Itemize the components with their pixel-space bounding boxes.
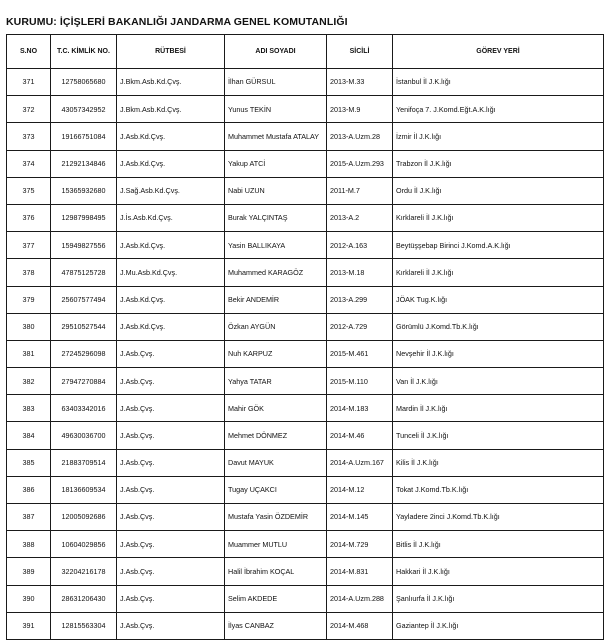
table-row	[7, 422, 604, 449]
cell-full-name: Özkan AYGÜN	[225, 313, 327, 340]
cell-tc-number: 27947270884	[51, 368, 117, 395]
cell-tc-number: 47875125728	[51, 259, 117, 286]
cell-rank: J.Asb.Çvş.	[117, 558, 225, 585]
cell-sicil: 2014-M.46	[327, 422, 393, 449]
table-header-row	[7, 35, 604, 69]
cell-full-name: Halil İbrahim KOÇAL	[225, 558, 327, 585]
cell-full-name: Mehmet DÖNMEZ	[225, 422, 327, 449]
cell-sicil: 2015-A.Uzm.293	[327, 150, 393, 177]
cell-rank: J.İs.Asb.Kd.Çvş.	[117, 204, 225, 231]
cell-duty-station: Görümlü J.Komd.Tb.K.lığı	[393, 313, 604, 340]
cell-sno: 383	[7, 395, 51, 422]
table-row	[7, 368, 604, 395]
cell-sicil: 2014-M.468	[327, 612, 393, 639]
page-title: KURUMU: İÇİŞLERİ BAKANLIĞI JANDARMA GENEL KOMUTANLIĞI	[6, 16, 348, 28]
cell-tc-number: 25607577494	[51, 286, 117, 313]
col-header-sno: S.NO	[7, 35, 51, 69]
cell-sno: 387	[7, 504, 51, 531]
cell-duty-station: Kırklareli İl J.K.lığı	[393, 204, 604, 231]
cell-tc-number: 19166751084	[51, 123, 117, 150]
cell-full-name: Tugay UÇAKCI	[225, 476, 327, 503]
cell-sicil: 2012-A.163	[327, 232, 393, 259]
cell-sno: 379	[7, 286, 51, 313]
cell-sno: 391	[7, 612, 51, 639]
col-header-sicil: SİCİLİ	[327, 35, 393, 69]
cell-sno: 371	[7, 69, 51, 96]
cell-sno: 375	[7, 177, 51, 204]
table-row	[7, 123, 604, 150]
cell-sicil: 2012-A.729	[327, 313, 393, 340]
table-row	[7, 476, 604, 503]
cell-duty-station: Nevşehir İl J.K.lığı	[393, 340, 604, 367]
cell-sno: 377	[7, 232, 51, 259]
cell-rank: J.Asb.Kd.Çvş.	[117, 123, 225, 150]
cell-tc-number: 21292134846	[51, 150, 117, 177]
cell-duty-station: Bitlis İl J.K.lığı	[393, 531, 604, 558]
cell-full-name: Muhammed KARAGÖZ	[225, 259, 327, 286]
cell-full-name: Yahya TATAR	[225, 368, 327, 395]
cell-duty-station: Tokat J.Komd.Tb.K.lığı	[393, 476, 604, 503]
cell-sicil: 2013-M.33	[327, 69, 393, 96]
cell-full-name: Yakup ATCİ	[225, 150, 327, 177]
cell-sno: 372	[7, 96, 51, 123]
cell-full-name: İlhan GÜRSUL	[225, 69, 327, 96]
table-row	[7, 340, 604, 367]
cell-rank: J.Asb.Kd.Çvş.	[117, 232, 225, 259]
cell-sicil: 2015-M.461	[327, 340, 393, 367]
table-row	[7, 531, 604, 558]
cell-full-name: Yunus TEKİN	[225, 96, 327, 123]
cell-rank: J.Asb.Çvş.	[117, 531, 225, 558]
cell-rank: J.Asb.Çvş.	[117, 476, 225, 503]
cell-duty-station: Kilis İl J.K.lığı	[393, 449, 604, 476]
cell-sno: 374	[7, 150, 51, 177]
cell-sno: 373	[7, 123, 51, 150]
cell-duty-station: Gaziantep İl J.K.lığı	[393, 612, 604, 639]
cell-sno: 381	[7, 340, 51, 367]
cell-sno: 378	[7, 259, 51, 286]
table-row	[7, 504, 604, 531]
cell-sno: 376	[7, 204, 51, 231]
cell-tc-number: 12987998495	[51, 204, 117, 231]
cell-rank: J.Bkm.Asb.Kd.Çvş.	[117, 96, 225, 123]
cell-tc-number: 49630036700	[51, 422, 117, 449]
cell-sicil: 2013-A.Uzm.28	[327, 123, 393, 150]
cell-sno: 388	[7, 531, 51, 558]
cell-sicil: 2013-A.299	[327, 286, 393, 313]
cell-tc-number: 27245296098	[51, 340, 117, 367]
cell-sicil: 2011-M.7	[327, 177, 393, 204]
cell-tc-number: 15949827556	[51, 232, 117, 259]
cell-rank: J.Asb.Çvş.	[117, 504, 225, 531]
cell-full-name: Selim AKDEDE	[225, 585, 327, 612]
cell-tc-number: 32204216178	[51, 558, 117, 585]
cell-duty-station: Tunceli İl J.K.lığı	[393, 422, 604, 449]
table-row	[7, 585, 604, 612]
table-row	[7, 96, 604, 123]
cell-sno: 390	[7, 585, 51, 612]
cell-duty-station: Kırklareli İl J.K.lığı	[393, 259, 604, 286]
cell-duty-station: Hakkari İl J.K.lığı	[393, 558, 604, 585]
cell-sicil: 2013-M.18	[327, 259, 393, 286]
cell-tc-number: 28631206430	[51, 585, 117, 612]
cell-rank: J.Asb.Çvş.	[117, 340, 225, 367]
cell-full-name: Nuh KARPUZ	[225, 340, 327, 367]
cell-full-name: Yasin BALLIKAYA	[225, 232, 327, 259]
cell-sno: 385	[7, 449, 51, 476]
cell-full-name: Bekir ANDEMİR	[225, 286, 327, 313]
cell-duty-station: JÖAK Tug.K.lığı	[393, 286, 604, 313]
cell-tc-number: 29510527544	[51, 313, 117, 340]
cell-rank: J.Asb.Kd.Çvş.	[117, 313, 225, 340]
table-row	[7, 69, 604, 96]
cell-tc-number: 43057342952	[51, 96, 117, 123]
table-row	[7, 259, 604, 286]
cell-sicil: 2013-M.9	[327, 96, 393, 123]
col-header-gorev: GÖREV YERİ	[393, 35, 604, 69]
cell-duty-station: Şanlıurfa İl J.K.lığı	[393, 585, 604, 612]
cell-tc-number: 12758065680	[51, 69, 117, 96]
table-row	[7, 286, 604, 313]
table-row	[7, 558, 604, 585]
cell-rank: J.Sağ.Asb.Kd.Çvş.	[117, 177, 225, 204]
cell-rank: J.Asb.Çvş.	[117, 395, 225, 422]
cell-sicil: 2014-M.729	[327, 531, 393, 558]
cell-full-name: Burak YALÇINTAŞ	[225, 204, 327, 231]
personnel-table	[6, 34, 604, 640]
cell-rank: J.Mu.Asb.Kd.Çvş.	[117, 259, 225, 286]
cell-rank: J.Asb.Çvş.	[117, 449, 225, 476]
cell-sicil: 2015-M.110	[327, 368, 393, 395]
col-header-tc: T.C. KİMLİK NO.	[51, 35, 117, 69]
cell-full-name: Muhammet Mustafa ATALAY	[225, 123, 327, 150]
cell-rank: J.Asb.Çvş.	[117, 422, 225, 449]
cell-rank: J.Asb.Kd.Çvş.	[117, 286, 225, 313]
cell-full-name: Mustafa Yasin ÖZDEMİR	[225, 504, 327, 531]
cell-sicil: 2013-A.2	[327, 204, 393, 231]
cell-tc-number: 12815563304	[51, 612, 117, 639]
cell-duty-station: İstanbul İl J.K.lığı	[393, 69, 604, 96]
cell-duty-station: Ordu İl J.K.lığı	[393, 177, 604, 204]
cell-full-name: İlyas CANBAZ	[225, 612, 327, 639]
cell-duty-station: Beytüşşebap Birinci J.Komd.A.K.lığı	[393, 232, 604, 259]
cell-rank: J.Asb.Çvş.	[117, 585, 225, 612]
table-row	[7, 204, 604, 231]
cell-sno: 382	[7, 368, 51, 395]
table-row	[7, 150, 604, 177]
cell-tc-number: 21883709514	[51, 449, 117, 476]
cell-sicil: 2014-M.183	[327, 395, 393, 422]
cell-full-name: Muammer MUTLU	[225, 531, 327, 558]
cell-sno: 389	[7, 558, 51, 585]
table-body	[7, 69, 604, 640]
cell-duty-station: Mardin İl J.K.lığı	[393, 395, 604, 422]
cell-rank: J.Bkm.Asb.Kd.Çvş.	[117, 69, 225, 96]
cell-tc-number: 18136609534	[51, 476, 117, 503]
col-header-name: ADI SOYADI	[225, 35, 327, 69]
table-row	[7, 449, 604, 476]
cell-sno: 386	[7, 476, 51, 503]
table-row	[7, 395, 604, 422]
cell-duty-station: Van İl J.K.lığı	[393, 368, 604, 395]
cell-sicil: 2014-M.831	[327, 558, 393, 585]
cell-full-name: Mahir GÖK	[225, 395, 327, 422]
cell-tc-number: 63403342016	[51, 395, 117, 422]
cell-duty-station: Yayladere 2inci J.Komd.Tb.K.lığı	[393, 504, 604, 531]
cell-sicil: 2014-A.Uzm.288	[327, 585, 393, 612]
cell-tc-number: 12005092686	[51, 504, 117, 531]
cell-sicil: 2014-M.145	[327, 504, 393, 531]
cell-sicil: 2014-M.12	[327, 476, 393, 503]
cell-sicil: 2014-A.Uzm.167	[327, 449, 393, 476]
col-header-rank: RÜTBESİ	[117, 35, 225, 69]
table-row	[7, 313, 604, 340]
table-row	[7, 177, 604, 204]
cell-tc-number: 15365932680	[51, 177, 117, 204]
cell-sno: 380	[7, 313, 51, 340]
cell-tc-number: 10604029856	[51, 531, 117, 558]
cell-full-name: Nabi UZUN	[225, 177, 327, 204]
table-row	[7, 612, 604, 639]
cell-duty-station: Trabzon İl J.K.lığı	[393, 150, 604, 177]
cell-rank: J.Asb.Çvş.	[117, 368, 225, 395]
cell-rank: J.Asb.Kd.Çvş.	[117, 150, 225, 177]
cell-sno: 384	[7, 422, 51, 449]
cell-duty-station: Yenifoça 7. J.Komd.Eğt.A.K.lığı	[393, 96, 604, 123]
cell-rank: J.Asb.Çvş.	[117, 612, 225, 639]
cell-full-name: Davut MAYUK	[225, 449, 327, 476]
table-row	[7, 232, 604, 259]
cell-duty-station: İzmir İl J.K.lığı	[393, 123, 604, 150]
